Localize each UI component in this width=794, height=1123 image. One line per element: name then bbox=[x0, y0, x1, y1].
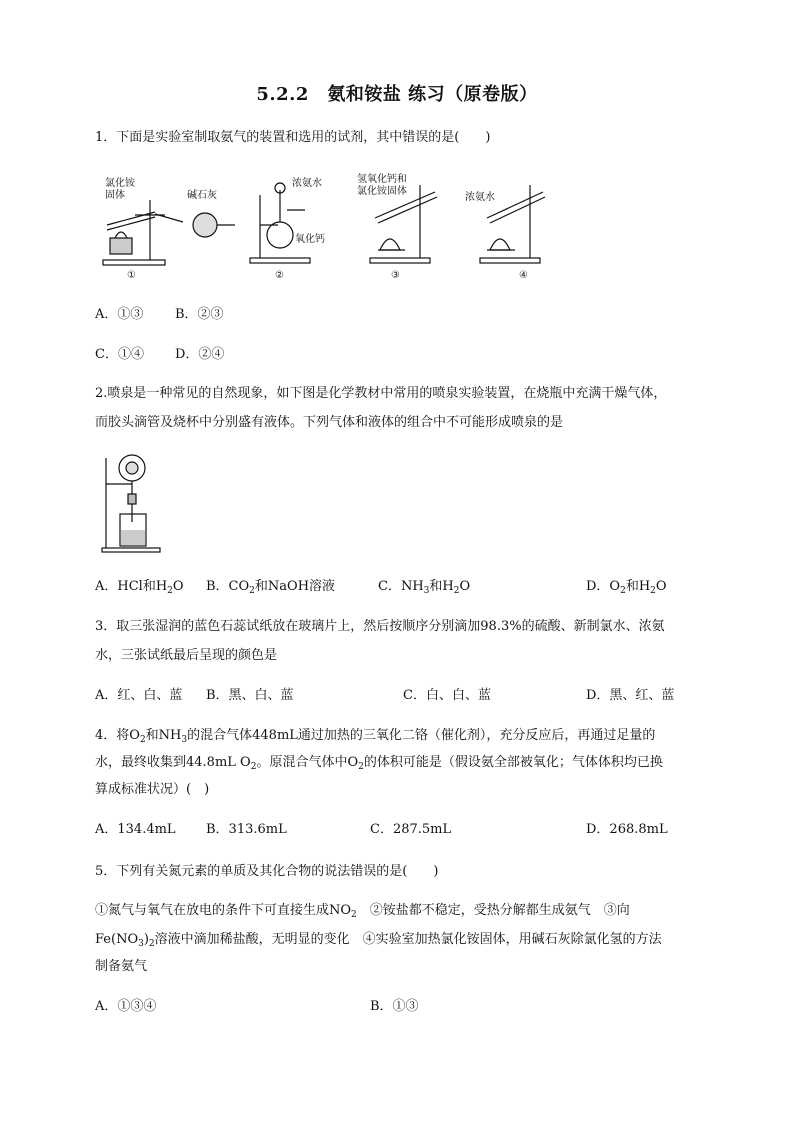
q1-option-d: D．②④ bbox=[175, 347, 225, 362]
q4-stem-line2: 水，最终收集到44.8mL $O_2$。原混合气体中$O_2$的体积可能是（假设氨全部被氧化；气体体积均已换 bbox=[95, 755, 663, 772]
q3-option-c: C．白、白、蓝 bbox=[403, 688, 491, 703]
q3-option-b: B．黑、白、蓝 bbox=[206, 688, 294, 703]
q5-statement-line2: $Fe(NO_3)_2$溶液中滴加稀盐酸，无明显的变化 ④实验室加热氯化铵固体，用碱石灰除氯化氢的方法 bbox=[95, 932, 662, 949]
fig-number-1: ① bbox=[127, 270, 136, 281]
fountain-apparatus-figure bbox=[100, 452, 165, 554]
fig-label-cao: 氧化钙 bbox=[295, 234, 325, 245]
fig-number-2: ② bbox=[275, 270, 284, 281]
apparatus-2 bbox=[250, 183, 310, 263]
q4-option-b: B．313.6mL bbox=[206, 822, 287, 837]
q2-option-c: C．$NH_3$和$H_2O$ bbox=[378, 579, 471, 596]
fig-number-4: ④ bbox=[519, 270, 528, 281]
q4-stem-line1: 4．将$O_2$和$NH_3$的混合气体448mL通过加热的三氧化二铬（催化剂），充分反应后，再通过足量的 bbox=[95, 728, 656, 745]
q5-option-b: B．①③ bbox=[370, 999, 419, 1014]
q1-option-a: A．①③ bbox=[95, 307, 144, 322]
q5-option-a: A．①③④ bbox=[95, 999, 157, 1014]
q1-option-c: C．①④ bbox=[95, 347, 144, 362]
q3-option-a: A．红、白、蓝 bbox=[95, 688, 183, 703]
q1-stem: 1．下面是实验室制取氨气的装置和选用的试剂，其中错误的是( ) bbox=[95, 130, 491, 145]
fig-label-nh4cl: 氯化铵 bbox=[105, 178, 135, 189]
q3-stem-line2: 水，三张试纸最后呈现的颜色是 bbox=[95, 648, 278, 663]
fig-label-solid: 固体 bbox=[105, 190, 125, 201]
fig-label-soda-lime: 碱石灰 bbox=[187, 190, 217, 201]
q3-option-d: D．黑、红、蓝 bbox=[586, 688, 675, 703]
fig-label-caoh2: 氢氧化钙和 bbox=[357, 174, 407, 185]
fig-number-3: ③ bbox=[391, 270, 400, 281]
q4-option-a: A．134.4mL bbox=[95, 822, 176, 837]
apparatus-1 bbox=[103, 200, 235, 265]
q5-statement-line1: ①氮气与氧气在放电的条件下可直接生成$NO_2$ ②铵盐都不稳定，受热分解都生成氨气 ③向 bbox=[95, 903, 630, 920]
q2-option-d: D．$O_2$和$H_2O$ bbox=[586, 579, 667, 596]
q2-option-a: A．HCl和$H_2O$ bbox=[95, 579, 184, 596]
q5-statement-line3: 制备氨气 bbox=[95, 959, 148, 974]
fig-label-conc-ammonia-4: 浓氨水 bbox=[465, 192, 495, 203]
q1-apparatus-figure bbox=[95, 170, 565, 285]
q2-stem-line1: 2.喷泉是一种常见的自然现象，如下图是化学教材中常用的喷泉实验装置，在烧瓶中充满干燥气体， bbox=[95, 386, 667, 401]
q2-option-b: B．$CO_2$和NaOH溶液 bbox=[206, 579, 336, 596]
q2-stem-line2: 而胶头滴管及烧杯中分别盛有液体。下列气体和液体的组合中不可能形成喷泉的是 bbox=[95, 415, 564, 430]
fig-label-nh4cl-solid: 氯化铵固体 bbox=[357, 186, 407, 197]
q4-option-c: C．287.5mL bbox=[370, 822, 452, 837]
fig-label-conc-ammonia-2: 浓氨水 bbox=[292, 178, 322, 189]
q4-stem-line3: 算成标准状况）( ) bbox=[95, 782, 210, 797]
q1-option-b: B．②③ bbox=[175, 307, 224, 322]
page-title: 5.2.2 氨和铵盐 练习（原卷版） bbox=[256, 84, 538, 105]
q5-stem: 5．下列有关氮元素的单质及其化合物的说法错误的是( ) bbox=[95, 864, 439, 879]
q4-option-d: D．268.8mL bbox=[586, 822, 668, 837]
q3-stem-line1: 3．取三张湿润的蓝色石蕊试纸放在玻璃片上，然后按顺序分别滴加98.3%的硫酸、新制氯水、浓氨 bbox=[95, 619, 665, 634]
